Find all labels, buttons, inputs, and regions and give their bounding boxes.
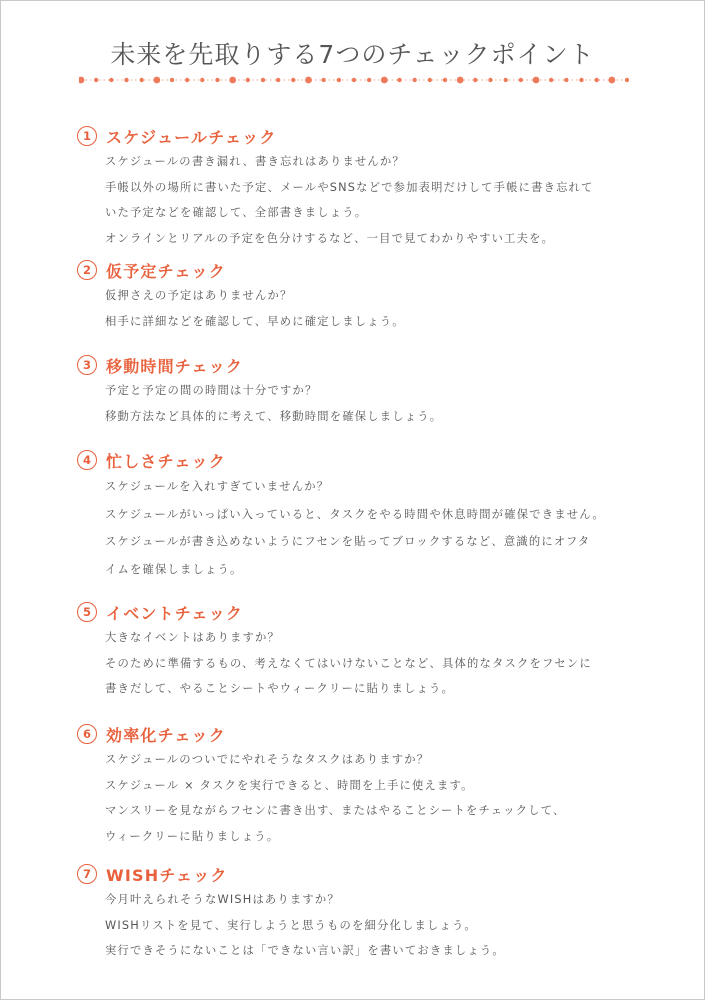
section-title: 忙しさチェック: [106, 451, 226, 471]
body-line: 相手に詳細などを確認して、早めに確定しましょう。: [105, 314, 405, 328]
body-line: WISHリストを見て、実行しようと思うものを細分化しましょう。: [105, 918, 477, 932]
body-line: ウィークリーに貼りましょう。: [105, 829, 280, 843]
body-line: そのために準備するもの、考えなくてはいけないことなど、具体的なタスクをフセンに: [105, 656, 592, 670]
divider-dot: [608, 77, 615, 84]
divider-dot: [79, 77, 84, 84]
divider-dot: [519, 78, 523, 82]
section-number-badge: 1: [77, 126, 97, 146]
divider-dot: [124, 78, 128, 82]
body-line: スケジュールの書き漏れ、書き忘れはありませんか？: [105, 155, 405, 168]
divider-dot: [352, 78, 356, 82]
section-body: [105, 887, 637, 964]
divider-dot: [261, 78, 265, 82]
section-title: WISHチェック: [106, 865, 228, 885]
section-number-badge: 3: [77, 355, 97, 375]
divider-dot: [153, 77, 160, 84]
divider-dot: [549, 78, 553, 82]
divider-dot: [109, 78, 113, 82]
divider-dot: [185, 78, 189, 82]
section-number-badge: 6: [77, 724, 97, 744]
section-heading: [77, 863, 637, 885]
divider-dot: [428, 78, 432, 82]
divider-dot: [229, 77, 236, 84]
divider-dot: [412, 78, 416, 82]
section-title: 効率化チェック: [106, 725, 226, 745]
section-title: イベントチェック: [106, 603, 244, 623]
body-line: いた予定などを確認して、全部書きましょう。: [105, 206, 368, 219]
body-line: オンラインとリアルの予定を色分けするなど、一目で見てわかりやすい工夫を。: [105, 231, 555, 245]
body-line: マンスリーを見ながらフセンに書き出す、またはやることシートをチェックして、: [105, 804, 566, 817]
section-title: 仮予定チェック: [106, 261, 226, 281]
body-line: 手帳以外の場所に書いた予定、メールやSNSなどで参加表明だけして手帳に書き忘れて: [105, 180, 594, 194]
checkpoint-section: [77, 259, 637, 334]
divider-dot: [397, 78, 401, 82]
section-title: 移動時間チェック: [106, 356, 244, 376]
body-line: スケジュールを入れすぎていませんか？: [105, 480, 330, 493]
section-number-badge: 5: [77, 602, 97, 622]
divider-dot: [579, 78, 583, 82]
section-body: [105, 283, 637, 334]
body-line: スケジュール × タスクを実行できると、時間を上手に使えます。: [105, 778, 474, 792]
body-line: スケジュールがいっぱい入っていると、タスクをやる時間や休息時間が確保できません。: [105, 507, 605, 521]
section-heading: [77, 601, 637, 623]
section-title: スケジュールチェック: [106, 127, 277, 147]
body-line: 仮押さえの予定はありませんか？: [105, 289, 293, 302]
section-heading: [77, 723, 637, 745]
section-heading: [77, 125, 637, 147]
checkpoint-section: [77, 354, 637, 429]
section-number-badge: 2: [77, 260, 97, 280]
divider-dot: [170, 78, 174, 82]
divider-dot: [503, 78, 507, 82]
divider-dot: [94, 78, 98, 82]
divider-dot: [488, 78, 492, 82]
body-line: 書きだして、やることシートやウィークリーに貼りましょう。: [105, 682, 455, 695]
divider-dot: [276, 78, 280, 82]
divider-dot: [321, 78, 325, 82]
body-line: 今月叶えられそうなWISHはありますか？: [105, 893, 340, 906]
checkpoint-section: [77, 125, 637, 251]
divider-dot: [215, 78, 219, 82]
page-title: 未来を先取りする7つのチェックポイント: [110, 40, 595, 69]
divider-dot: [443, 78, 447, 82]
body-line: スケジュールのついでにやれそうなタスクはありますか？: [105, 753, 430, 766]
body-line: イムを確保しましょう。: [105, 562, 243, 576]
divider-dot: [246, 78, 250, 82]
divider-dot: [139, 78, 143, 82]
section-body: [105, 378, 637, 429]
section-heading: [77, 449, 637, 471]
divider-dot: [381, 77, 388, 84]
section-heading: [77, 259, 637, 281]
divider-dot: [367, 78, 371, 82]
checkpoint-section: [77, 449, 637, 583]
section-heading: [77, 354, 637, 376]
divider-dot: [305, 77, 312, 84]
divider-dot: [564, 78, 568, 82]
divider-dot: [291, 78, 295, 82]
body-line: スケジュールが書き込めないようにフセンを貼ってブロックするなど、意識的にオフタ: [105, 535, 591, 548]
section-body: [105, 747, 637, 849]
divider-dot: [473, 78, 477, 82]
section-body: [105, 149, 637, 251]
checkpoint-section: [77, 723, 637, 849]
body-line: 大きなイベントはありますか？: [105, 631, 280, 644]
body-line: 移動方法など具体的に考えて、移動時間を確保しましょう。: [105, 409, 443, 423]
dotted-divider: [79, 73, 629, 87]
section-number-badge: 4: [77, 450, 97, 470]
checkpoint-section: [77, 601, 637, 702]
section-body: [105, 473, 637, 583]
divider-dot: [337, 78, 341, 82]
body-line: 予定と予定の間の時間は十分ですか？: [105, 384, 318, 397]
divider-dot: [200, 78, 204, 82]
divider-dot: [457, 77, 464, 84]
section-number-badge: 7: [77, 864, 97, 884]
divider-dot: [533, 77, 540, 84]
divider-dot: [625, 78, 629, 82]
checkpoint-section: [77, 863, 637, 964]
divider-dot: [594, 78, 598, 82]
section-body: [105, 625, 637, 702]
body-line: 実行できそうにないことは「できない言い訳」を書いておきましょう。: [105, 944, 505, 957]
